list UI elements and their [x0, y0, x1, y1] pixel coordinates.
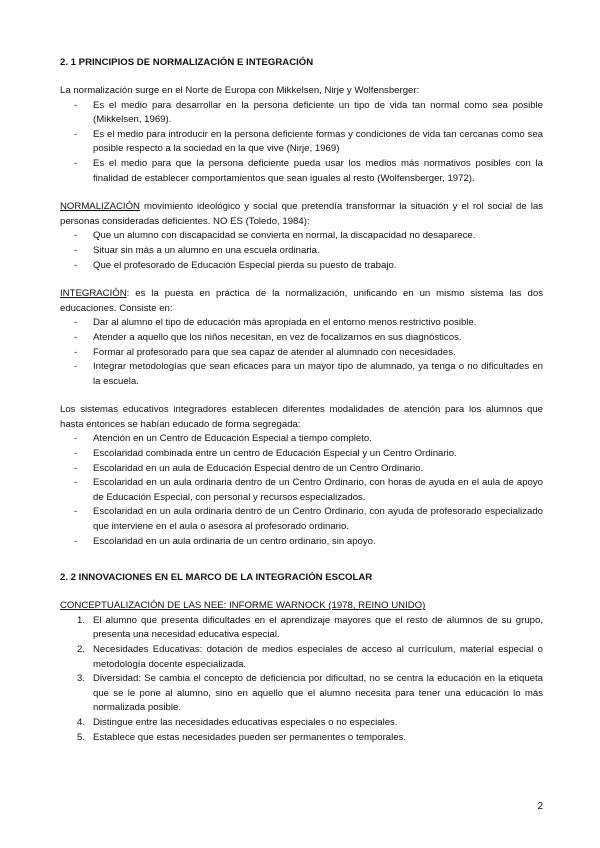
list-item: 5. Establece que estas necesidades pueden ser permanentes o temporales.	[60, 731, 543, 746]
section-2-title: 2. 2 INNOVACIONES EN EL MARCO DE LA INTEGRACIÓN ESCOLAR	[60, 572, 373, 584]
normalization-definition: NORMALIZACIÓN movimiento ideológico y social que pretendía transformar la situación y el rol social de las personas consideradas deficientes. NO ES (Toledo, 1984):	[60, 201, 543, 227]
dash-bullet: -	[74, 361, 78, 373]
normalization-list	[60, 229, 543, 273]
dash-bullet: -	[74, 535, 78, 547]
dash-bullet: -	[74, 128, 78, 140]
dash-bullet: -	[74, 230, 78, 242]
dash-bullet: -	[74, 244, 78, 256]
integration-term: INTEGRACIÓN	[60, 288, 127, 300]
item-number: 1.	[77, 614, 86, 626]
item-number: 2.	[77, 644, 86, 655]
list-item: 4. Distingue entre las necesidades educativas especiales o no especiales.	[60, 716, 543, 731]
dash-bullet: -	[74, 433, 78, 445]
dash-bullet: -	[74, 99, 78, 111]
list-item: - Es el medio para introducir en la persona deficiente formas y condiciones de vida tan cercanas como sea posible respecto a la sociedad en la que vive (Nirje, 1969)	[74, 128, 543, 155]
list-item: - Es el medio para que la persona deficiente pueda usar los medios más normativos posibles con la finalidad de establecer comportamientos que sean iguales al resto (Wolfensberger, 1972).	[74, 157, 543, 184]
list-item: - Atención en un Centro de Educación Especial a tiempo completo.	[60, 432, 543, 447]
dash-bullet: -	[74, 317, 78, 329]
list-item: - Escolaridad en un aula ordinaria dentro de un Centro Ordinario, con ayuda de profesorado especializado que interviene en el aula o asesora al profesorado ordinario.	[74, 506, 543, 533]
list-item: - Es el medio para desarrollar en la persona deficiente un tipo de vida tan normal como sea posible (Mikkelsen, 1969).	[74, 99, 543, 126]
list-item: - Que el profesorado de Educación Especial pierda su puesto de trabajo.	[60, 259, 543, 274]
list-item: - Escolaridad combinada entre un centro de Educación Especial y un Centro Ordinario.	[60, 447, 543, 462]
integration-definition: INTEGRACIÓN: es la puesta en práctica de la normalización, unificando en un mismo sistema las dos educaciones. Consiste en:	[60, 288, 543, 314]
item-number: 4.	[77, 716, 86, 728]
item-number: 3.	[77, 673, 86, 685]
intro-list	[60, 99, 543, 187]
list-item: - Escolaridad en un aula ordinaria de un centro ordinario, sin apoyo.	[60, 535, 543, 550]
document-page	[60, 56, 543, 745]
dash-bullet: -	[74, 331, 78, 343]
normalization-intro: La normalización surge en el Norte de Europa con Mikkelsen, Nirje y Wolfensberger:	[60, 85, 420, 96]
systems-list	[60, 432, 543, 549]
list-item: - Que un alumno con discapacidad se convierta en normal, la discapacidad no desaparece.	[60, 229, 543, 244]
warnock-list	[60, 614, 543, 745]
dash-bullet: -	[74, 448, 78, 460]
list-item: - Escolaridad en un aula ordinaria dentro de un Centro Ordinario, con horas de ayuda en el aula de apoyo de Educación Especial, con personal y recursos especializados.	[74, 477, 543, 503]
section-1-title: 2. 1 PRINCIPIOS DE NORMALIZACIÓN E INTEGRACIÓN	[60, 57, 314, 68]
dash-bullet: -	[74, 157, 78, 169]
page-number: 2	[537, 801, 543, 812]
list-item: - Dar al alumno el tipo de educación más apropiada en el entorno menos restrictivo posible.	[60, 316, 543, 331]
item-number: 5.	[77, 731, 86, 743]
dash-bullet: -	[74, 259, 78, 271]
list-item: - Formar al profesorado para que sea capaz de atender al alumnado con necesidades.	[60, 346, 543, 361]
list-item: 1. El alumno que presenta dificultades en el aprendizaje mayores que el resto de alumnos de su grupo, presenta una necesidad educativa especial.	[77, 614, 543, 641]
list-item: 2. Necesidades Educativas: dotación de medios especiales de acceso al currículum, material especial o metodología docente especializada.	[77, 644, 543, 670]
warnock-subtitle: CONCEPTUALIZACIÓN DE LAS NEE: INFORME WARNOCK (1978, REINO UNIDO)	[60, 600, 426, 612]
dash-bullet: -	[74, 346, 78, 358]
systems-paragraph: Los sistemas educativos integradores establecen diferentes modalidades de atención para los alumnos que hasta entonces se habían educado de forma segregada:	[60, 404, 543, 430]
list-item: - Escolaridad en un aula de Educación Especial dentro de un Centro Ordinario.	[60, 462, 543, 477]
list-item: 3. Diversidad: Se cambia el concepto de deficiencia por dificultad, no se centra la educación en la etiqueta que se le pone al alumno, sino en aquello que el alumno necesita para tener una educación lo más normalizada posible.	[77, 673, 543, 714]
list-item: - Atender a aquello que los niños necesitan, en vez de focalizarnos en sus diagnósticos.	[60, 331, 543, 346]
normalization-term: NORMALIZACIÓN	[60, 201, 140, 213]
integration-list	[60, 316, 543, 389]
dash-bullet: -	[74, 477, 78, 489]
dash-bullet: -	[74, 462, 78, 474]
list-item: - Situar sin más a un alumno en una escuela ordinaria.	[60, 244, 543, 259]
list-item: - Integrar metodologías que sean eficaces para un mayor tipo de alumnado, ya tenga o no dificultades en la escuela.	[74, 361, 543, 387]
dash-bullet: -	[74, 506, 78, 518]
